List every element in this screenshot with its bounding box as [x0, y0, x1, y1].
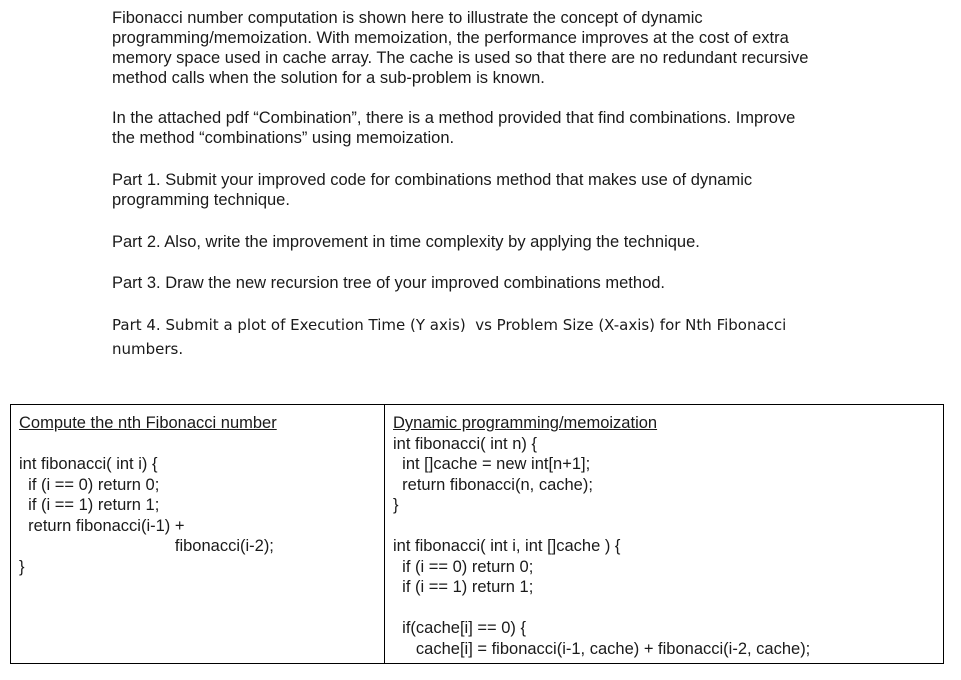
fibonacci-heading: Compute the nth Fibonacci number [19, 414, 277, 432]
table-divider [384, 405, 385, 663]
fibonacci-code: int fibonacci( int i) { if (i == 0) return 0; if (i == 1) return 1; return fibonacci(i-1) + fibonacci(i-2); } [19, 455, 274, 576]
intro-paragraph: Fibonacci number computation is shown here to illustrate the concept of dynamic programming/memoization. With memoization, the performance improves at the cost of extra memory space used in cache array. The cache is used so that there are no redundant recursive method calls when the solution for a sub-problem is known. [112, 9, 809, 87]
memoization-code-cell [393, 413, 810, 659]
part1-paragraph: Part 1. Submit your improved code for combinations method that makes use of dynamic programming technique. [112, 171, 753, 209]
part4-paragraph: Part 4. Submit a plot of Execution Time (Y axis) vs Problem Size (X-axis) for Nth Fibonacci numbers. [112, 316, 787, 358]
fibonacci-code-cell [19, 413, 277, 577]
memoization-code: int fibonacci( int n) { int []cache = new int[n+1]; return fibonacci(n, cache); } int fibonacci( int i, int []cache ) { if (i == 0) return 0; if (i == 1) return 1; if(cache[i] == 0) { cache[i] = fibonacci(i-1, cache) + fibonacci(i-2, cache); [393, 434, 811, 658]
part3-paragraph: Part 3. Draw the new recursion tree of your improved combinations method. [112, 274, 666, 292]
code-comparison-table [10, 404, 944, 664]
memoization-heading: Dynamic programming/memoization [393, 414, 658, 432]
part2-paragraph: Part 2. Also, write the improvement in time complexity by applying the technique. [112, 233, 700, 251]
task-paragraph: In the attached pdf “Combination”, there is a method provided that find combinations. Improve the method “combinations” using memoization. [112, 109, 796, 147]
